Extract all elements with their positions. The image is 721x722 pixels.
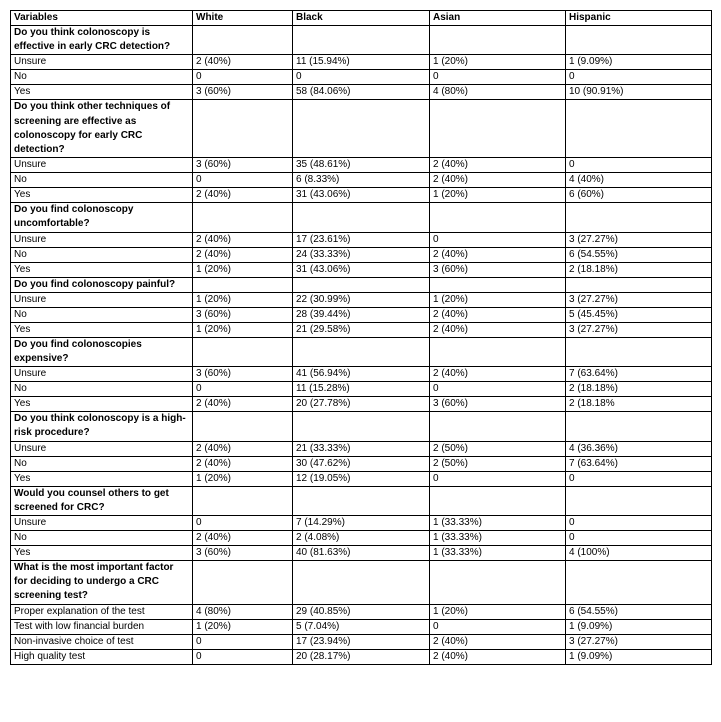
question-row	[11, 412, 712, 441]
question-row	[11, 26, 712, 55]
answer-value: 4 (80%)	[430, 85, 566, 100]
question-row	[11, 100, 712, 158]
header-variables: Variables	[11, 11, 193, 26]
question-empty-cell	[430, 412, 566, 441]
answer-value: 0	[566, 531, 712, 546]
answer-value: 29 (40.85%)	[293, 604, 430, 619]
question-empty-cell	[293, 26, 430, 55]
answer-value: 1 (20%)	[193, 292, 293, 307]
answer-value: 2 (18.18%)	[566, 262, 712, 277]
question-empty-cell	[430, 277, 566, 292]
answer-row	[11, 292, 712, 307]
question-empty-cell	[293, 486, 430, 515]
question-empty-cell	[293, 337, 430, 366]
answer-value: 2 (40%)	[430, 367, 566, 382]
answer-label: Unsure	[11, 516, 193, 531]
answer-value: 0	[193, 173, 293, 188]
answer-value: 5 (45.45%)	[566, 307, 712, 322]
question-empty-cell	[293, 277, 430, 292]
answer-value: 17 (23.61%)	[293, 232, 430, 247]
answer-value: 0	[193, 649, 293, 664]
answer-label: Unsure	[11, 292, 193, 307]
question-empty-cell	[566, 561, 712, 605]
answer-value: 2 (40%)	[193, 397, 293, 412]
answer-value: 3 (60%)	[430, 262, 566, 277]
answer-value: 31 (43.06%)	[293, 262, 430, 277]
question-text: Do you find colonoscopy painful?	[11, 277, 193, 292]
answer-row	[11, 70, 712, 85]
question-empty-cell	[566, 203, 712, 232]
answer-value: 1 (20%)	[193, 619, 293, 634]
answer-row	[11, 85, 712, 100]
answer-label: Yes	[11, 188, 193, 203]
answer-value: 1 (20%)	[430, 292, 566, 307]
answer-value: 0	[566, 70, 712, 85]
answer-row	[11, 158, 712, 173]
answer-value: 2 (40%)	[430, 247, 566, 262]
question-empty-cell	[430, 337, 566, 366]
answer-value: 2 (40%)	[430, 158, 566, 173]
answer-value: 2 (40%)	[430, 307, 566, 322]
answer-value: 4 (36.36%)	[566, 441, 712, 456]
answer-label: Unsure	[11, 158, 193, 173]
answer-value: 2 (40%)	[193, 55, 293, 70]
question-empty-cell	[193, 203, 293, 232]
question-text: Would you counsel others to get screened for CRC?	[11, 486, 193, 515]
answer-value: 2 (4.08%)	[293, 531, 430, 546]
answer-value: 2 (40%)	[193, 232, 293, 247]
answer-row	[11, 382, 712, 397]
answer-label: Unsure	[11, 441, 193, 456]
answer-value: 2 (40%)	[193, 247, 293, 262]
header-row	[11, 11, 712, 26]
question-empty-cell	[293, 412, 430, 441]
answer-value: 58 (84.06%)	[293, 85, 430, 100]
question-row	[11, 486, 712, 515]
answer-value: 0	[430, 232, 566, 247]
answer-value: 0	[430, 382, 566, 397]
answer-value: 0	[566, 516, 712, 531]
answer-label: Yes	[11, 397, 193, 412]
answer-label: Yes	[11, 546, 193, 561]
answer-value: 3 (60%)	[430, 397, 566, 412]
answer-value: 1 (20%)	[430, 188, 566, 203]
answer-row	[11, 649, 712, 664]
answer-value: 20 (27.78%)	[293, 397, 430, 412]
answer-row	[11, 247, 712, 262]
question-empty-cell	[566, 26, 712, 55]
answer-label: High quality test	[11, 649, 193, 664]
answer-value: 4 (100%)	[566, 546, 712, 561]
answer-value: 12 (19.05%)	[293, 471, 430, 486]
answer-row	[11, 173, 712, 188]
answer-value: 11 (15.94%)	[293, 55, 430, 70]
answer-value: 3 (27.27%)	[566, 232, 712, 247]
answer-row	[11, 471, 712, 486]
question-empty-cell	[193, 561, 293, 605]
answer-row	[11, 262, 712, 277]
question-row	[11, 561, 712, 605]
answer-label: Yes	[11, 85, 193, 100]
question-text: What is the most important factor for deciding to undergo a CRC screening test?	[11, 561, 193, 605]
answer-value: 0	[193, 382, 293, 397]
answer-value: 3 (60%)	[193, 158, 293, 173]
answer-row	[11, 634, 712, 649]
answer-value: 3 (60%)	[193, 367, 293, 382]
question-empty-cell	[566, 337, 712, 366]
answer-value: 2 (40%)	[430, 173, 566, 188]
answer-value: 40 (81.63%)	[293, 546, 430, 561]
answer-value: 28 (39.44%)	[293, 307, 430, 322]
answer-value: 0	[566, 158, 712, 173]
answer-row	[11, 367, 712, 382]
question-empty-cell	[566, 486, 712, 515]
question-empty-cell	[430, 26, 566, 55]
answer-value: 7 (63.64%)	[566, 367, 712, 382]
answer-value: 0	[430, 471, 566, 486]
answer-label: No	[11, 307, 193, 322]
answer-value: 31 (43.06%)	[293, 188, 430, 203]
answer-value: 7 (14.29%)	[293, 516, 430, 531]
answer-value: 2 (50%)	[430, 456, 566, 471]
answer-label: Non-invasive choice of test	[11, 634, 193, 649]
answer-row	[11, 397, 712, 412]
answer-value: 2 (40%)	[193, 456, 293, 471]
answer-row	[11, 188, 712, 203]
answer-value: 2 (40%)	[430, 634, 566, 649]
header-hispanic: Hispanic	[566, 11, 712, 26]
answer-value: 2 (40%)	[193, 441, 293, 456]
answer-value: 1 (20%)	[193, 262, 293, 277]
answer-label: No	[11, 382, 193, 397]
answer-value: 4 (80%)	[193, 604, 293, 619]
answer-row	[11, 619, 712, 634]
answer-row	[11, 456, 712, 471]
question-empty-cell	[193, 486, 293, 515]
answer-label: No	[11, 173, 193, 188]
answer-value: 30 (47.62%)	[293, 456, 430, 471]
answer-value: 3 (27.27%)	[566, 634, 712, 649]
answer-label: Yes	[11, 262, 193, 277]
question-row	[11, 337, 712, 366]
answer-value: 21 (29.58%)	[293, 322, 430, 337]
answer-row	[11, 232, 712, 247]
answer-label: Proper explanation of the test	[11, 604, 193, 619]
answer-value: 22 (30.99%)	[293, 292, 430, 307]
question-empty-cell	[193, 337, 293, 366]
answer-value: 21 (33.33%)	[293, 441, 430, 456]
answer-value: 1 (9.09%)	[566, 649, 712, 664]
answer-value: 0	[566, 471, 712, 486]
answer-value: 2 (18.18%)	[566, 382, 712, 397]
question-empty-cell	[430, 486, 566, 515]
answer-value: 24 (33.33%)	[293, 247, 430, 262]
question-empty-cell	[430, 100, 566, 158]
answer-row	[11, 531, 712, 546]
answer-value: 0	[193, 70, 293, 85]
answer-row	[11, 307, 712, 322]
answer-label: Unsure	[11, 367, 193, 382]
question-empty-cell	[193, 100, 293, 158]
answer-value: 0	[430, 70, 566, 85]
answer-value: 3 (27.27%)	[566, 292, 712, 307]
answer-value: 5 (7.04%)	[293, 619, 430, 634]
question-empty-cell	[566, 412, 712, 441]
survey-table-body	[11, 11, 712, 665]
question-empty-cell	[293, 100, 430, 158]
table-container	[10, 10, 712, 665]
answer-row	[11, 516, 712, 531]
answer-value: 6 (54.55%)	[566, 604, 712, 619]
answer-row	[11, 546, 712, 561]
answer-value: 0	[293, 70, 430, 85]
answer-value: 11 (15.28%)	[293, 382, 430, 397]
question-empty-cell	[293, 561, 430, 605]
answer-value: 6 (8.33%)	[293, 173, 430, 188]
header-white: White	[193, 11, 293, 26]
answer-value: 0	[193, 634, 293, 649]
answer-value: 3 (27.27%)	[566, 322, 712, 337]
answer-value: 0	[193, 516, 293, 531]
answer-label: No	[11, 456, 193, 471]
question-text: Do you think colonoscopy is a high-risk procedure?	[11, 412, 193, 441]
question-text: Do you find colonoscopy uncomfortable?	[11, 203, 193, 232]
question-empty-cell	[193, 412, 293, 441]
answer-value: 1 (20%)	[193, 471, 293, 486]
answer-label: Unsure	[11, 232, 193, 247]
question-empty-cell	[566, 277, 712, 292]
answer-row	[11, 55, 712, 70]
answer-label: No	[11, 247, 193, 262]
question-row	[11, 203, 712, 232]
answer-value: 7 (63.64%)	[566, 456, 712, 471]
answer-value: 1 (20%)	[193, 322, 293, 337]
answer-value: 2 (18.18%	[566, 397, 712, 412]
question-empty-cell	[193, 26, 293, 55]
answer-value: 1 (33.33%)	[430, 516, 566, 531]
answer-value: 3 (60%)	[193, 546, 293, 561]
answer-value: 2 (40%)	[430, 322, 566, 337]
answer-value: 6 (54.55%)	[566, 247, 712, 262]
answer-label: Unsure	[11, 55, 193, 70]
question-empty-cell	[566, 100, 712, 158]
answer-value: 1 (9.09%)	[566, 55, 712, 70]
answer-value: 1 (33.33%)	[430, 531, 566, 546]
answer-value: 41 (56.94%)	[293, 367, 430, 382]
header-black: Black	[293, 11, 430, 26]
answer-value: 17 (23.94%)	[293, 634, 430, 649]
answer-label: Yes	[11, 322, 193, 337]
question-text: Do you think other techniques of screening are effective as colonoscopy for early CRC detection?	[11, 100, 193, 158]
answer-label: Test with low financial burden	[11, 619, 193, 634]
answer-value: 2 (40%)	[430, 649, 566, 664]
answer-value: 6 (60%)	[566, 188, 712, 203]
question-empty-cell	[193, 277, 293, 292]
answer-value: 1 (20%)	[430, 55, 566, 70]
answer-value: 1 (20%)	[430, 604, 566, 619]
header-asian: Asian	[430, 11, 566, 26]
answer-value: 35 (48.61%)	[293, 158, 430, 173]
question-empty-cell	[430, 561, 566, 605]
answer-row	[11, 441, 712, 456]
question-empty-cell	[430, 203, 566, 232]
answer-value: 3 (60%)	[193, 85, 293, 100]
question-empty-cell	[293, 203, 430, 232]
answer-row	[11, 604, 712, 619]
answer-value: 4 (40%)	[566, 173, 712, 188]
answer-row	[11, 322, 712, 337]
answer-label: No	[11, 531, 193, 546]
question-row	[11, 277, 712, 292]
answer-value: 0	[430, 619, 566, 634]
answer-label: No	[11, 70, 193, 85]
survey-table	[10, 10, 712, 665]
answer-value: 1 (33.33%)	[430, 546, 566, 561]
question-text: Do you think colonoscopy is effective in early CRC detection?	[11, 26, 193, 55]
answer-value: 1 (9.09%)	[566, 619, 712, 634]
answer-value: 10 (90.91%)	[566, 85, 712, 100]
answer-value: 2 (40%)	[193, 531, 293, 546]
answer-value: 20 (28.17%)	[293, 649, 430, 664]
question-text: Do you find colonoscopies expensive?	[11, 337, 193, 366]
answer-value: 3 (60%)	[193, 307, 293, 322]
answer-value: 2 (50%)	[430, 441, 566, 456]
answer-value: 2 (40%)	[193, 188, 293, 203]
answer-label: Yes	[11, 471, 193, 486]
